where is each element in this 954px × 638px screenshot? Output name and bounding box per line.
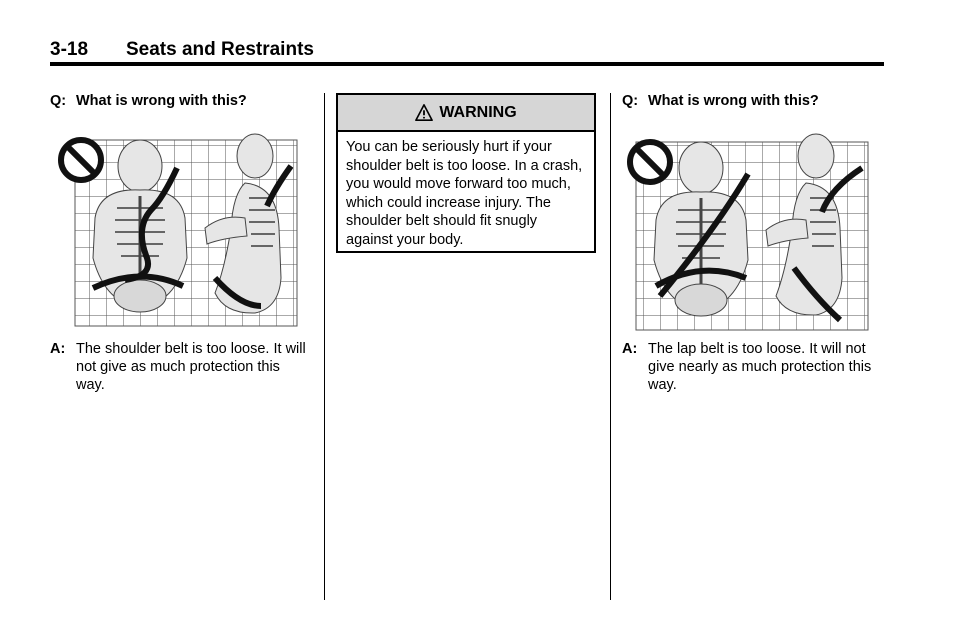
page-header — [50, 37, 884, 63]
right-answer-text: The lap belt is too loose. It will not give nearly as much protection this way. — [648, 341, 872, 393]
warning-header — [338, 95, 594, 132]
header-rule — [50, 62, 884, 66]
prohibited-icon — [630, 142, 670, 182]
column-divider-left — [324, 93, 325, 600]
right-question-text: What is wrong with this? — [648, 93, 819, 109]
right-answer-label: A: — [622, 341, 638, 357]
left-question-text: What is wrong with this? — [76, 93, 247, 109]
warning-box — [336, 93, 596, 253]
warning-title: WARNING — [439, 103, 517, 121]
header-text — [50, 37, 884, 63]
left-question-label: Q: — [50, 93, 67, 109]
left-answer — [50, 340, 310, 394]
warning-body: You can be seriously hurt if your shoulder belt is too loose. In a crash, you would move forward too much, which could increase injury. The shoulder belt should fit snugly against your body. — [346, 139, 583, 248]
section-title: Seats and Restraints — [126, 39, 314, 60]
left-question — [50, 92, 310, 110]
right-answer — [622, 340, 884, 394]
left-answer-text: The shoulder belt is too loose. It will not give as much protection this way. — [76, 341, 306, 393]
right-question-label: Q: — [622, 93, 639, 109]
loose-lap-belt-illustration — [626, 128, 871, 333]
prohibited-icon — [61, 140, 101, 180]
left-answer-label: A: — [50, 341, 66, 357]
loose-shoulder-belt-illustration — [55, 128, 300, 328]
right-question — [622, 92, 884, 110]
warning-triangle-icon — [415, 104, 433, 122]
page-number: 3-18 — [50, 39, 89, 60]
column-divider-right — [610, 93, 611, 600]
